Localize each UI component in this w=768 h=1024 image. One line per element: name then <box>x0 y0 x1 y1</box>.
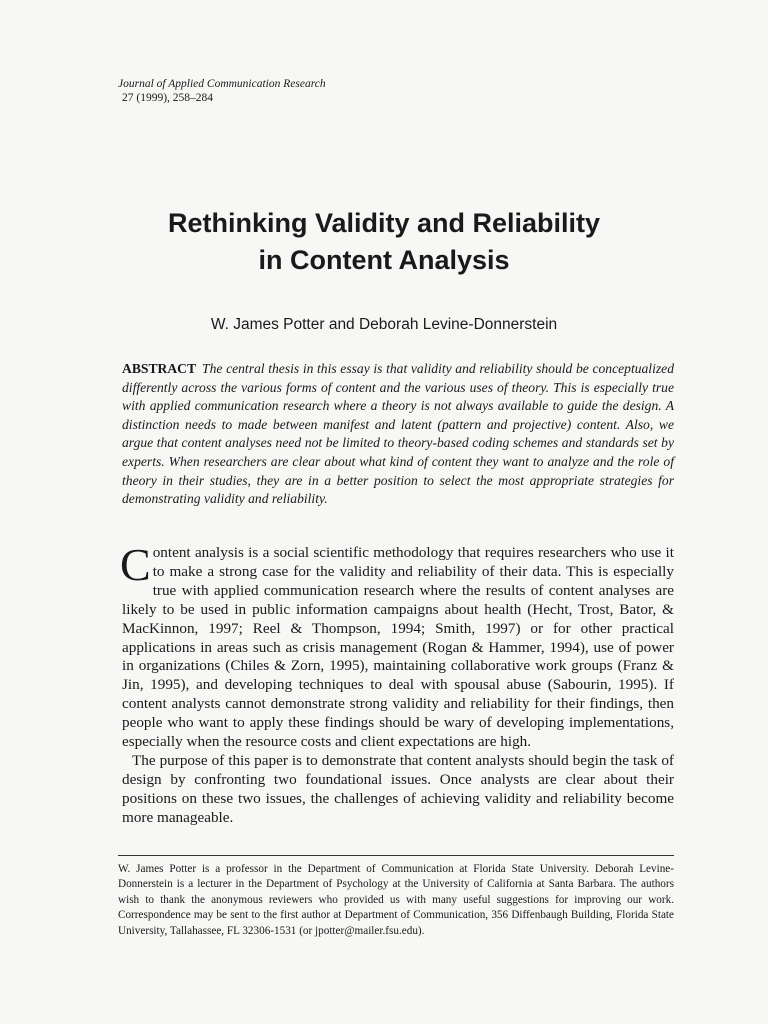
title-line-2: in Content Analysis <box>258 245 510 275</box>
footnote-divider <box>118 855 674 856</box>
body-paragraph-2: The purpose of this paper is to demonstrate that content analysts should begin the task of design by confronting two foundational issues. Once analysts are clear about their positions on these two issues, the challenges of achieving validity and reliability become more manageable. <box>122 751 674 826</box>
drop-cap: C <box>120 539 151 590</box>
title-line-1: Rethinking Validity and Reliability <box>167 208 601 238</box>
body-paragraph-1-text: ontent analysis is a social scientific methodology that requires researchers who use it to make a strong case for the validity and reliability of their data. This is especially true with applied communication research where the results of content analyses are likely to be used in public information campaigns about health (Hecht, Trost, Bator, & MacKinnon, 1997; Reel & Thompson, 1994; Smith, 1997) or for other practical applications in areas such as crisis management (Rogan & Hammer, 1994), use of power in organizations (Chiles & Zorn, 1995), maintaining collaborative work groups (Franz & Jin, 1995), and developing techniques to deal with spousal abuse (Sabourin, 1995). If content analysts cannot demonstrate strong validity and reliability for their findings, then people who want to apply these findings should be wary of developing implementations, especially when the resource costs and client expectations are high. <box>122 544 674 751</box>
body-paragraph-1 <box>120 539 674 752</box>
body-text <box>120 539 674 828</box>
author-footnote: W. James Potter is a professor in the Department of Communication at Florida State University. Deborah Levine-Donnerstein is a lecturer in the Department of Psychology at the University of California at Santa Barbara. The authors wish to thank the anonymous reviewers who provided us with many useful suggestions for improving our work. Correspondence may be sent to the first author at Department of Communication, 356 Diffenbaugh Building, Florida State University, Tallahassee, FL 32306-1531 (or jpotter@mailer.fsu.edu). <box>118 863 674 937</box>
abstract <box>122 360 674 509</box>
abstract-text: The central thesis in this essay is that validity and reliability should be conceptualized differently across the various forms of content and the various uses of theory. This is especially true with applied communication research where a theory is not always available to guide the design. A distinction needs to made between manifest and latent (pattern and projective) content. Also, we argue that content analyses need not be limited to theory-based coding schemes and standards set by experts. When researchers are clear about what kind of content they want to analyze and the role of theory in their studies, they are in a better position to select the most appropriate strategies for demonstrating validity and reliability. <box>122 361 674 507</box>
journal-name: Journal of Applied Communication Research <box>118 78 326 90</box>
journal-volume: 27 (1999), 258–284 <box>122 92 214 104</box>
article-title <box>0 205 768 279</box>
journal-header <box>118 77 326 105</box>
abstract-label: ABSTRACT <box>122 361 197 376</box>
author-line: W. James Potter and Deborah Levine-Donnerstein <box>210 316 558 333</box>
